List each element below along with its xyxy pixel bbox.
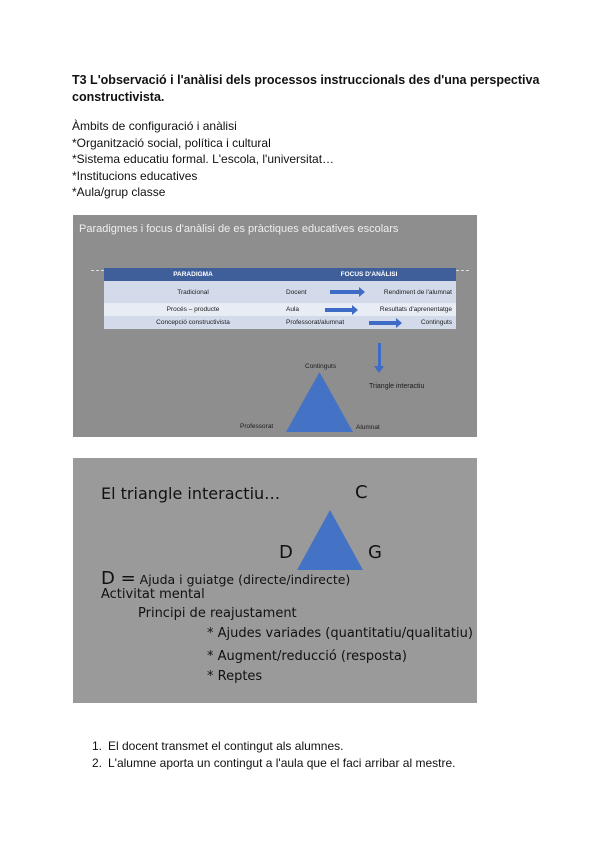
scope-item: *Aula/grup classe xyxy=(72,185,166,199)
focus-to: Rendiment de l'alumnat xyxy=(383,288,452,296)
bullet-item: * Augment/reducció (resposta) xyxy=(207,649,407,664)
right-arrow-icon xyxy=(330,290,360,294)
focus-cell xyxy=(282,281,456,303)
focus-cell xyxy=(282,303,456,316)
scope-item: *Sistema educatiu formal. L'escola, l'universitat… xyxy=(72,152,335,166)
vertex-c-label: C xyxy=(355,482,368,503)
vertex-g-label: G xyxy=(368,542,382,563)
triangle-slide-image xyxy=(73,458,477,703)
table-row xyxy=(104,303,456,316)
mental-activity-line: Activitat mental xyxy=(101,587,205,602)
slide2-title: El triangle interactiu… xyxy=(101,484,281,503)
bullet-item: * Reptes xyxy=(207,669,263,684)
paradigms-slide-image xyxy=(73,215,477,437)
focus-to: Resultats d'aprenentatge xyxy=(379,306,452,313)
focus-from: Aula xyxy=(286,306,300,313)
paradigm-cell: Concepció constructivista xyxy=(104,316,282,329)
list-text: El docent transmet el contingut als alumnes. xyxy=(108,739,344,753)
bullet-item: * Ajudes variades (quantitatiu/qualitatiu) xyxy=(207,626,473,641)
focus-from: Professorat/alumnat xyxy=(286,319,345,326)
focus-to: Continguts xyxy=(420,319,452,326)
down-arrow-icon xyxy=(378,343,381,367)
cdg-triangle-icon xyxy=(297,510,363,570)
slide1-title: Paradigmes i focus d'anàlisi de es pràctiques educatives escolars xyxy=(79,223,399,235)
table-header-row xyxy=(104,268,456,281)
list-number: 1. xyxy=(92,739,103,753)
vertex-left-label: Professorat xyxy=(240,423,274,430)
focus-from: Docent xyxy=(286,288,307,296)
numbered-list xyxy=(92,738,455,772)
list-number: 2. xyxy=(92,756,103,770)
vertex-d-label: D xyxy=(279,542,293,563)
list-item xyxy=(92,755,455,772)
table-row xyxy=(104,316,456,329)
scopes-section xyxy=(72,118,334,201)
vertex-right-label: Alumnat xyxy=(356,424,380,431)
triangle-label: Triangle interactiu xyxy=(369,383,425,390)
scope-item: *Organització social, política i cultural xyxy=(72,135,271,150)
scope-item: *Institucions educatives xyxy=(72,168,198,183)
readjustment-principle-line: Principi de reajustament xyxy=(138,606,297,621)
list-item xyxy=(92,738,455,755)
paradigm-cell: Tradicional xyxy=(104,281,282,303)
interactive-triangle-icon xyxy=(286,372,353,432)
vertex-top-label: Continguts xyxy=(305,363,337,370)
list-text: L'alumne aporta un contingut a l'aula que el faci arribar al mestre. xyxy=(108,756,456,770)
document-title: T3 L'observació i l'anàlisi dels processos instruccionals des d'una perspectiva constructivista. xyxy=(72,73,540,104)
help-line: D = Ajuda i guiatge (directe/indirecte) xyxy=(101,568,351,589)
paradigm-table xyxy=(104,268,456,329)
table-header-paradigm: PARADIGMA xyxy=(104,268,282,281)
right-arrow-icon xyxy=(325,308,353,312)
right-arrow-icon xyxy=(369,321,397,325)
table-row xyxy=(104,281,456,303)
scopes-heading: Àmbits de configuració i anàlisi xyxy=(72,119,237,133)
table-header-focus: FOCUS D'ANÀLISI xyxy=(282,268,456,281)
paradigm-cell: Procés – producte xyxy=(104,303,282,316)
focus-cell xyxy=(282,316,456,329)
